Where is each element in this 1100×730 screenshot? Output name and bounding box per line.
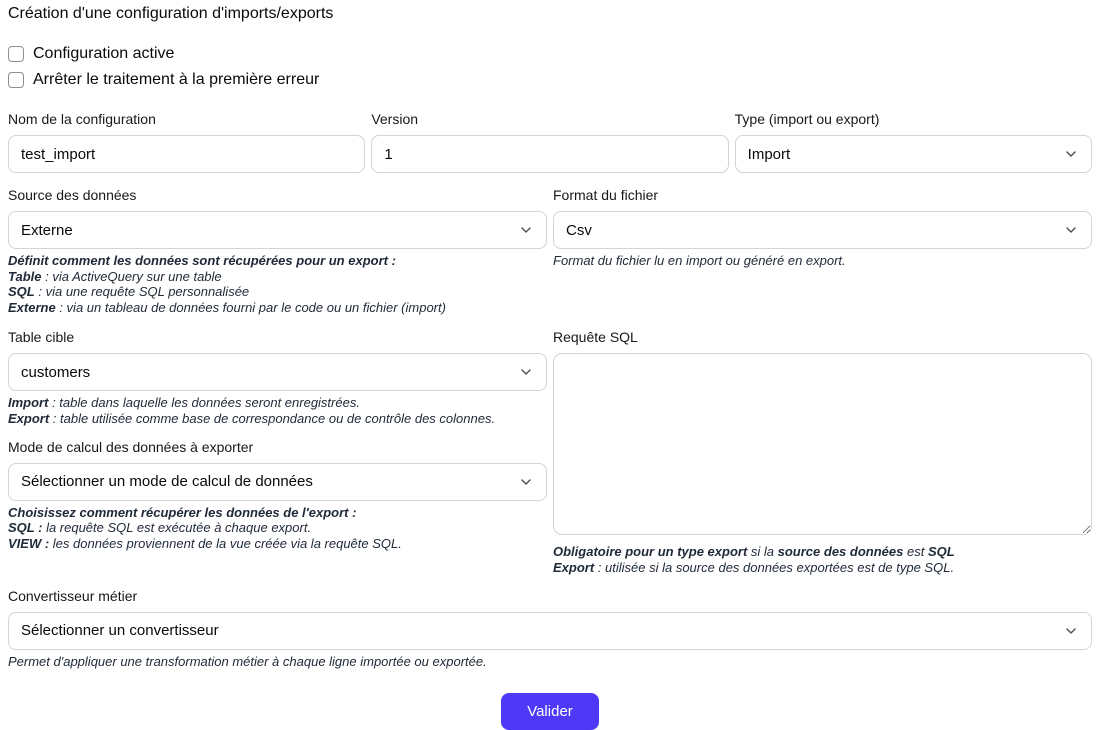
- column-left: [8, 329, 547, 551]
- chevron-down-icon: [1063, 146, 1079, 162]
- submit-button[interactable]: Valider: [501, 693, 599, 730]
- file-format-label: Format du fichier: [553, 187, 659, 203]
- chevron-down-icon: [518, 474, 534, 490]
- target-table-label: Table cible: [8, 329, 75, 346]
- row-source-format: [8, 187, 1092, 315]
- data-source-select[interactable]: [8, 211, 547, 249]
- help-line: Choisissez comment récupérer les données de l'export :: [8, 504, 357, 520]
- sql-query-textarea[interactable]: [553, 353, 1092, 535]
- target-table-help: [8, 395, 547, 426]
- row-table-sql: [8, 329, 1092, 575]
- converter-help: [8, 654, 1092, 670]
- data-source-select-value: Externe: [21, 221, 73, 239]
- chevron-down-icon: [1063, 623, 1079, 639]
- type-select[interactable]: [735, 135, 1092, 173]
- help-line: Obligatoire pour un type export si la source des données est SQL: [553, 544, 955, 560]
- configuration-active-label: Configuration active: [33, 45, 175, 62]
- checkbox-row-stop-on-error: [8, 71, 1092, 89]
- field-data-source: [8, 187, 547, 315]
- checkbox-group: [8, 45, 1092, 89]
- file-format-select-value: Csv: [566, 221, 592, 239]
- stop-on-first-error-checkbox[interactable]: [8, 72, 24, 88]
- checkbox-row-configuration-active: [8, 45, 1092, 63]
- field-file-format: [553, 187, 1092, 269]
- type-label: Type (import ou export): [734, 111, 880, 127]
- configuration-active-checkbox[interactable]: [8, 46, 24, 62]
- help-line: Export : utilisée si la source des données exportées est de type SQL.: [553, 559, 955, 575]
- data-source-label: Source des données: [8, 187, 137, 203]
- version-label: Version: [371, 111, 419, 127]
- stop-on-first-error-label: Arrêter le traitement à la première erreur: [33, 71, 320, 88]
- converter-select-value: Sélectionner un convertisseur: [21, 622, 219, 640]
- help-line: SQL : la requête SQL est exécutée à chaque export.: [8, 520, 312, 536]
- submit-row: [8, 693, 1092, 730]
- chevron-down-icon: [518, 364, 534, 380]
- help-line: SQL : via une requête SQL personnalisée: [8, 284, 250, 300]
- field-version: [371, 111, 728, 173]
- config-name-label: Nom de la configuration: [8, 111, 156, 127]
- calc-mode-select-value: Sélectionner un mode de calcul de données: [21, 473, 313, 491]
- target-table-select-value: customers: [21, 363, 91, 381]
- field-calc-mode: [8, 439, 547, 552]
- config-name-input[interactable]: [8, 135, 365, 173]
- field-sql-query: [553, 329, 1092, 575]
- field-type: [735, 111, 1092, 173]
- sql-query-help: [553, 544, 1092, 575]
- help-line: VIEW : les données proviennent de la vue créée via la requête SQL.: [8, 535, 402, 551]
- help-line: Externe : via un tableau de données fourni par le code ou un fichier (import): [8, 299, 446, 315]
- calc-mode-select[interactable]: [8, 463, 547, 501]
- data-source-help: [8, 253, 547, 315]
- help-line: Table : via ActiveQuery sur une table: [8, 268, 222, 284]
- help-line: Définit comment les données sont récupérées pour un export :: [8, 253, 396, 268]
- help-line: Export : table utilisée comme base de correspondance ou de contrôle des colonnes.: [8, 410, 496, 426]
- row-name-version-type: [8, 111, 1092, 173]
- file-format-help: [553, 253, 1092, 269]
- file-format-select[interactable]: [553, 211, 1092, 249]
- help-line: Format du fichier lu en import ou généré en export.: [553, 253, 846, 268]
- converter-label: Convertisseur métier: [8, 587, 138, 604]
- field-converter: [8, 588, 1092, 670]
- sql-query-label: Requête SQL: [553, 329, 638, 346]
- chevron-down-icon: [518, 222, 534, 238]
- calc-mode-help: [8, 505, 547, 552]
- page-title: Création d'une configuration d'imports/exports: [8, 5, 334, 22]
- help-line: Permet d'appliquer une transformation métier à chaque ligne importée ou exportée.: [8, 653, 487, 669]
- version-input[interactable]: [371, 135, 728, 173]
- type-select-value: Import: [747, 145, 791, 163]
- help-line: Import : table dans laquelle les données seront enregistrées.: [8, 395, 360, 411]
- calc-mode-label: Mode de calcul des données à exporter: [8, 438, 254, 455]
- target-table-select[interactable]: [8, 353, 547, 391]
- chevron-down-icon: [1063, 222, 1079, 238]
- field-config-name: [8, 111, 365, 173]
- converter-select[interactable]: [8, 612, 1092, 650]
- field-target-table: [8, 329, 547, 426]
- column-right: [553, 329, 1092, 575]
